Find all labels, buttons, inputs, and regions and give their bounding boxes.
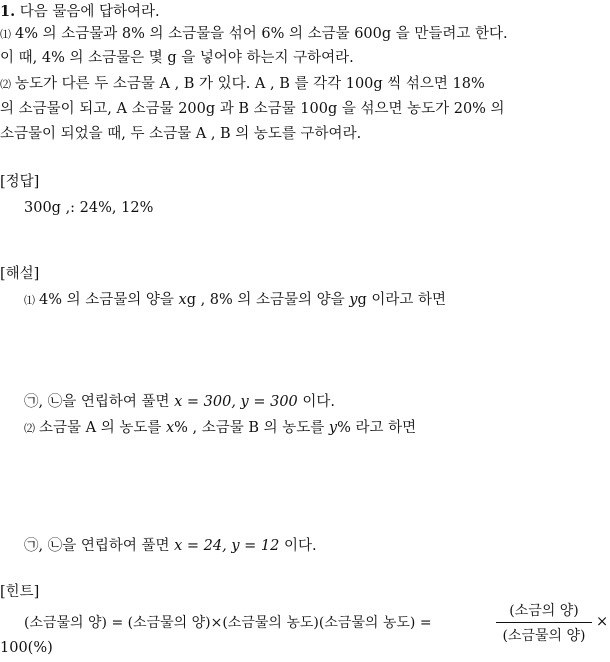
- var-y: y: [328, 420, 338, 436]
- var-x: x: [165, 420, 175, 436]
- problem-part1-line1: [0, 24, 508, 45]
- part1-marker: ⑴: [0, 28, 11, 41]
- part1-text: 4% 의 소금물과 8% 의 소금물을 섞어 6% 의 소금물 600g 을 만들려고 한다.: [15, 26, 508, 42]
- hint-times: ×: [596, 614, 609, 630]
- solution-part2-result: [24, 536, 317, 556]
- solution-part1-result-a: 을 연립하여 풀면: [62, 394, 175, 410]
- part2-marker: ⑵: [0, 78, 11, 91]
- problem-number: 1.: [0, 3, 16, 20]
- problem-part2-line3: 소금물이 되었을 때, 두 소금물 A , B 의 농도를 구하여라.: [0, 126, 362, 142]
- solution-header: [해설]: [0, 266, 40, 282]
- solution-part1-values: x = 300, y = 300: [174, 394, 298, 410]
- fraction-denominator: (소금물의 양): [502, 628, 586, 644]
- solution-part2-values: x = 24, y = 12: [174, 538, 280, 554]
- solution-part2-text-c: % 라고 하면: [337, 420, 417, 436]
- problem-intro: [0, 2, 160, 22]
- solution-part2-text-a: 소금물 A 의 농도를: [39, 420, 166, 436]
- solution-part1-marker: ⑴: [24, 294, 35, 307]
- hint-formula-end: 100(%): [0, 640, 53, 656]
- equation-marks: ㉠, ㉡: [24, 394, 63, 410]
- hint-fraction: [496, 600, 592, 645]
- solution-part1-text-c: g 이라고 하면: [357, 292, 447, 308]
- answer-header: [정답]: [0, 174, 40, 190]
- solution-part2-text-b: % , 소금물 B 의 농도를: [174, 420, 329, 436]
- answer-text: 300g ,: 24%, 12%: [24, 200, 154, 216]
- solution-part1-text-a: 4% 의 소금물의 양을: [39, 292, 179, 308]
- var-y: y: [349, 292, 358, 308]
- solution-part1-result-c: 이다.: [297, 394, 336, 410]
- equation-marks: ㉠, ㉡: [24, 538, 63, 554]
- problem-part2-line1: [0, 74, 485, 95]
- solution-part1-result: [24, 392, 335, 412]
- hint-formula: (소금물의 양) = (소금물의 양)×(소금물의 농도)(소금물의 농도) =: [24, 615, 432, 631]
- problem-intro-text: 다음 물음에 답하여라.: [19, 4, 160, 20]
- solution-part2: [24, 418, 416, 439]
- problem-part1-line2: 이 때, 4% 의 소금물은 몇 g 을 넣어야 하는지 구하여라.: [0, 50, 354, 66]
- problem-part2-line2: 의 소금물이 되고, A 소금물 200g 과 B 소금물 100g 을 섞으면 농도가 20% 의: [0, 101, 505, 117]
- part2-text: 농도가 다른 두 소금물 A , B 가 있다. A , B 를 각각 100g 씩 섞으면 18%: [15, 76, 485, 92]
- solution-part1: [24, 290, 446, 311]
- solution-part2-result-a: 을 연립하여 풀면: [62, 538, 175, 554]
- var-x: x: [178, 292, 187, 308]
- solution-part2-marker: ⑵: [24, 422, 35, 435]
- fraction-numerator: (소금의 양): [496, 600, 592, 623]
- hint-header: [힌트]: [0, 584, 40, 600]
- solution-part1-text-b: g , 8% 의 소금물의 양을: [186, 292, 350, 308]
- solution-part2-result-c: 이다.: [279, 538, 317, 554]
